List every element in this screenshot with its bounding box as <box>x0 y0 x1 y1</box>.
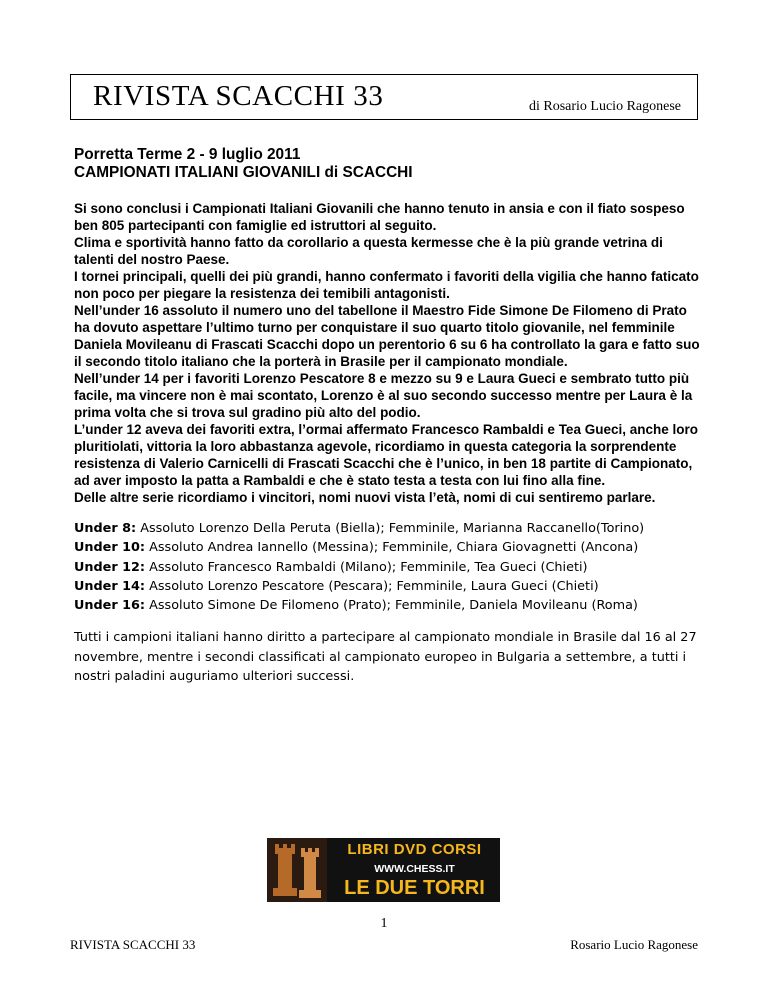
page-number: 1 <box>380 916 388 931</box>
author-byline: di Rosario Lucio Ragonese <box>528 99 681 114</box>
result-text: Assoluto Lorenzo Della Peruta (Biella); Femminile, Marianna Raccanello(Torino) <box>136 521 645 536</box>
intro-paragraph: Nell’under 16 assoluto il numero uno del tabellone il Maestro Fide Simone De Filomeno di Prato ha dovuto aspettare l’ultimo turno per conquistare il suo quarto titolo giovanile, nel femminile Daniela Movileanu di Frascati Scacchi dopo un perentorio 6 su 6 ha controllato la gara e fatto suo il secondo titolo italiano che la porterà in Brasile per il campionato mondiale. <box>74 303 700 369</box>
result-text: Assoluto Lorenzo Pescatore (Pescara); Femminile, Laura Gueci (Chieti) <box>145 578 599 594</box>
intro-paragraph: L’under 12 aveva dei favoriti extra, l’ormai affermato Francesco Rambaldi e Tea Gueci, anche loro pluritiolati, vittoria la loro abbastanza agevole, ricordiamo in questa categoria la sorprendente resistenza di Valerio Carnicelli di Frascati Scacchi che è l’unico, in ben 18 partite di Campionato, ad aver imposto la patta a Rambaldi e che è stato testa a testa con lui fino alla fine. <box>74 422 698 488</box>
result-row <box>74 519 706 538</box>
intro-paragraph: Delle altre serie ricordiamo i vincitori, nomi nuovi vista l’età, nomi di cui sentiremo parlare. <box>74 490 656 505</box>
result-category: Under 16: <box>74 598 146 614</box>
result-category: Under 10: <box>74 540 146 556</box>
article-intro <box>74 200 706 506</box>
ad-website: WWW.CHESS.IT <box>374 863 455 875</box>
footer-magazine: RIVISTA SCACCHI 33 <box>70 937 196 952</box>
results-list <box>74 519 706 615</box>
article <box>74 146 706 699</box>
intro-paragraph: Clima e sportività hanno fatto da corollario a questa kermesse che è la più grande vetrina di talenti del nostro Paese. <box>74 235 663 267</box>
chess-rooks-icon <box>267 838 327 902</box>
result-category: Under 8: <box>74 521 137 536</box>
closing-paragraph: Tutti i campioni italiani hanno diritto a partecipare al campionato mondiale in Brasile dal 16 al 27 novembre, mentre i secondi classificati al campionato europeo in Bulgaria a settembre, a tutti i nostri paladini auguriamo ulteriori successi. <box>74 630 697 685</box>
heading-event-dates: Porretta Terme 2 - 9 luglio 2011 <box>74 146 301 163</box>
advertisement-banner[interactable] <box>267 838 500 902</box>
intro-paragraph: I tornei principali, quelli dei più grandi, hanno confermato i favoriti della vigilia che hanno faticato non poco per piegare la resistenza dei temibili antagonisti. <box>74 269 699 301</box>
ad-brand-name: LE DUE TORRI <box>344 877 485 899</box>
result-text: Assoluto Andrea Iannello (Messina); Femminile, Chiara Giovagnetti (Ancona) <box>145 540 639 556</box>
masthead-box <box>70 74 698 120</box>
ad-tagline: LIBRI DVD CORSI <box>347 841 482 858</box>
result-row <box>74 538 706 557</box>
footer-author: Rosario Lucio Ragonese <box>570 937 698 952</box>
intro-paragraph: Nell’under 14 per i favoriti Lorenzo Pescatore 8 e mezzo su 9 e Laura Gueci e sembrato tutto più facile, ma vincere non è mai scontato, Lorenzo è al suo secondo successo mentre per Laura è la prima volta che si trova sul gradino più alto del podio. <box>74 371 693 420</box>
magazine-title: RIVISTA SCACCHI 33 <box>93 80 384 112</box>
result-row <box>74 596 706 615</box>
article-heading <box>74 146 706 182</box>
result-text: Assoluto Francesco Rambaldi (Milano); Femminile, Tea Gueci (Chieti) <box>145 559 588 575</box>
heading-title: CAMPIONATI ITALIANI GIOVANILI di SCACCHI <box>74 164 413 181</box>
result-category: Under 14: <box>74 578 146 594</box>
result-category: Under 12: <box>74 559 146 575</box>
result-text: Assoluto Simone De Filomeno (Prato); Femminile, Daniela Movileanu (Roma) <box>145 598 638 614</box>
intro-paragraph: Si sono conclusi i Campionati Italiani Giovanili che hanno tenuto in ansia e con il fiato sospeso ben 805 partecipanti con famiglie ed istruttori al seguito. <box>74 201 685 233</box>
result-row <box>74 558 706 577</box>
result-row <box>74 577 706 596</box>
